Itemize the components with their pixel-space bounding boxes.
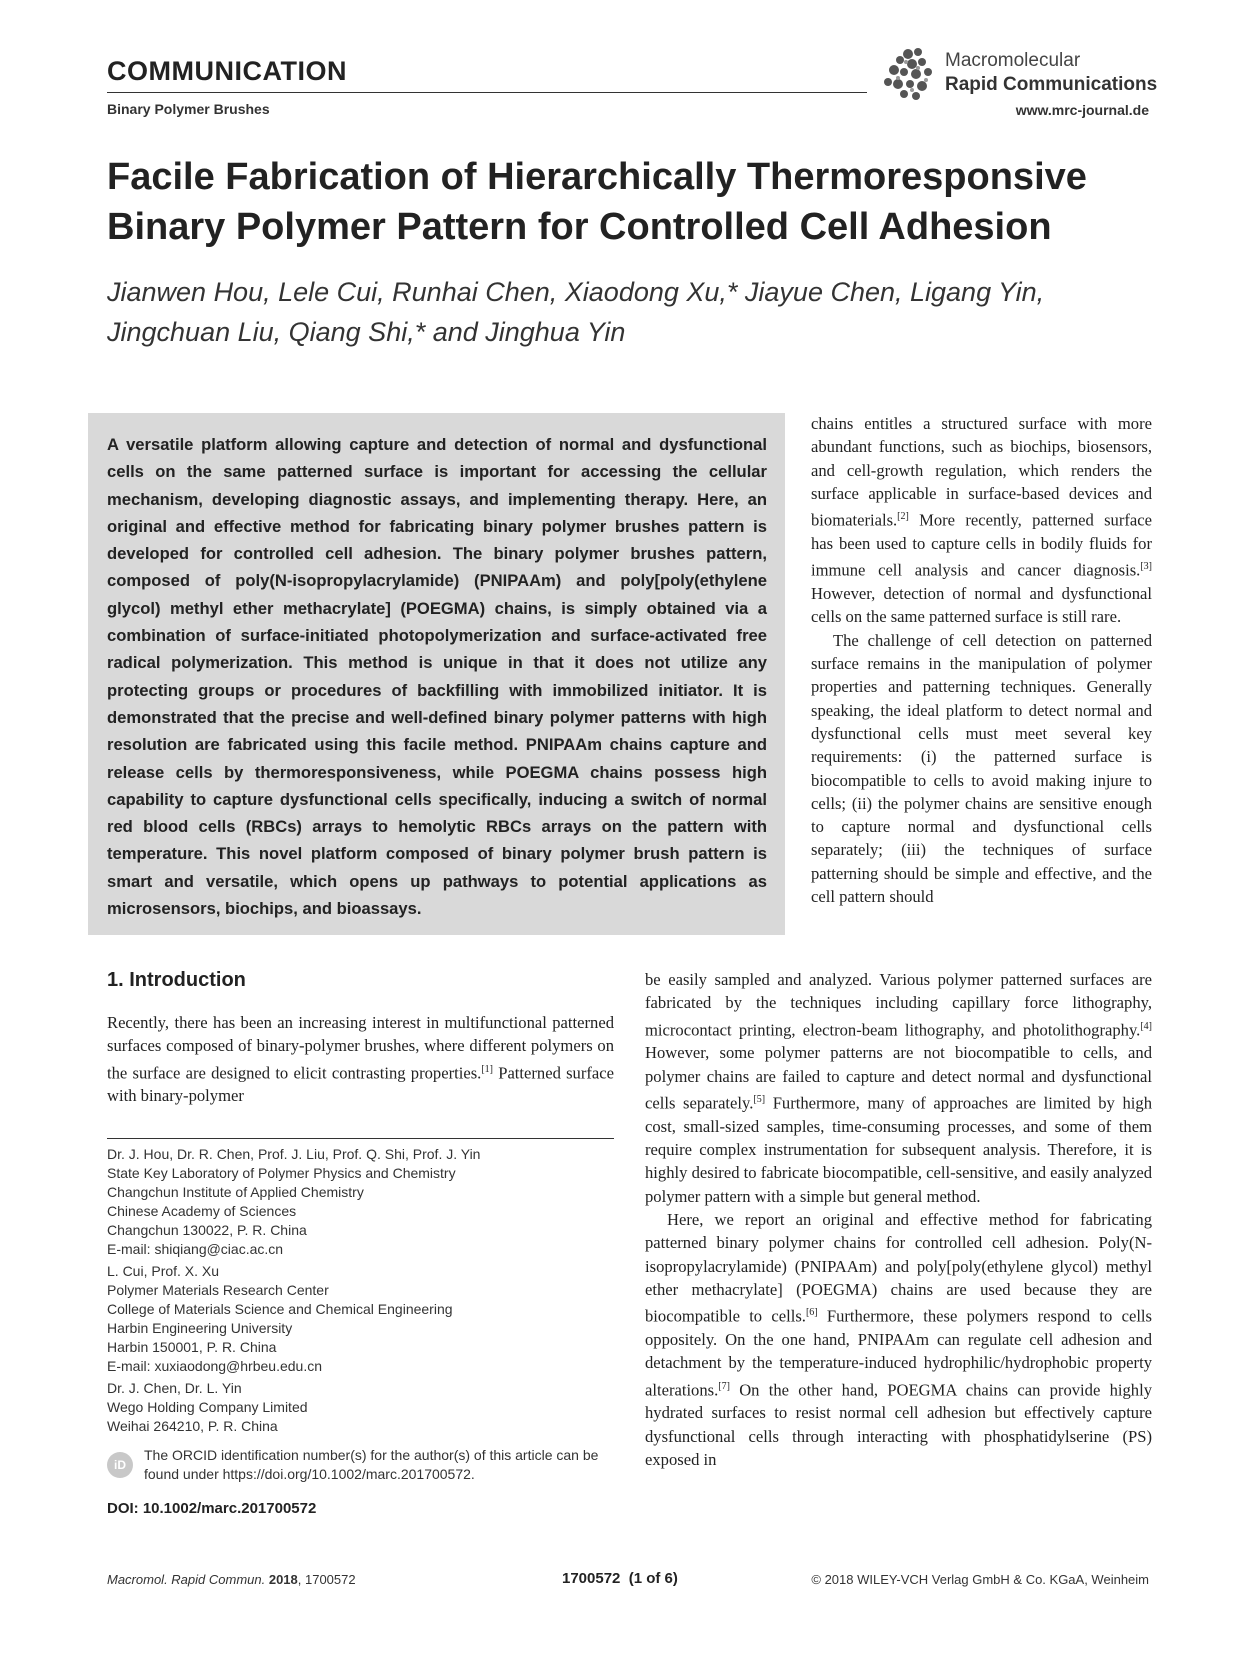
paragraph: chains entitles a structured surface with more abundant functions, such as biochips, biosensors, and cell-growth regulation, which renders the surface applicable in surface-based devices and biomaterials.[2] More recently, patterned surface has been used to capture cells in bodily fluids for immune cell analysis and cancer diagnosis.[3] However, detection of normal and dysfunctional cells on the same patterned surface is still rare. [811, 414, 1152, 627]
journal-logo-icon [878, 42, 942, 104]
journal-name: Macromolecular [945, 50, 1081, 71]
section-heading: 1. Introduction [107, 969, 246, 991]
paragraph: be easily sampled and analyzed. Various polymer patterned surfaces are fabricated by the techniques including capillary force lithography, microcontact printing, electron-beam lithography, and photolithography.[4] However, some polymer patterns are not biocompatible to cells, and polymer chains are failed to capture and detect normal and dysfunctional cells separately.[5] Furthermore, many of approaches are limited by high cost, small-sized samples, time-consuming processes, and some of them require complex instrumentation for subsequent analysis. Therefore, it is highly desired to fabricate biocompatible, cell-sensitive, and easily analyzed polymer pattern with a simple but general method. [645, 970, 1152, 1206]
journal-name-bold: Rapid Communications [945, 74, 1158, 95]
citation-ref[interactable]: [3] [1140, 561, 1152, 573]
footer-citation: Macromol. Rapid Commun. 2018, 1700572 [107, 1572, 356, 1587]
intro-paragraph: Recently, there has been an increasing interest in multifunctional patterned surfaces composed of binary-polymer brushes, where different polymers on the surface are designed to elicit contrasting properties.[1] Patterned surface with binary-polymer [107, 1013, 614, 1106]
footer-copyright: © 2018 WILEY-VCH Verlag GmbH & Co. KGaA, Weinheim [811, 1572, 1149, 1587]
orcid-icon: iD [107, 1452, 133, 1478]
email-link[interactable]: E-mail: shiqiang@ciac.ac.cn [107, 1241, 284, 1257]
subject-label: Binary Polymer Brushes [107, 101, 270, 117]
affiliation-group: Dr. J. Hou, Dr. R. Chen, Prof. J. Liu, Prof. Q. Shi, Prof. J. Yin State Key Laboratory of Polymer Physics and Chemistry Changchun Institute of Applied Chemistry Chinese Academy of Sciences Changchun 130022, P. R. China E-mail: shiqiang@ciac.ac.cn [107, 1145, 614, 1259]
section-label: COMMUNICATION [107, 56, 347, 86]
footnote-divider [107, 1138, 614, 1139]
citation-ref[interactable]: [4] [1140, 1020, 1152, 1032]
abstract-text: A versatile platform allowing capture and detection of normal and dysfunctional cells on the same patterned surface is important for accessing the cellular mechanism, developing diagnostic assays, and implementing therapy. Here, an original and effective method for fabricating binary polymer brushes pattern is developed for controlled cell adhesion. The binary polymer brushes pattern, composed of poly(N-isopropylacrylamide) (PNIPAAm) and poly[poly(ethylene glycol) methyl ether methacrylate] (POEGMA) chains, is simply obtained via a combination of surface-initiated photopolymerization and surface-activated free radical polymerization. This method is unique in that it does not utilize any protecting groups or procedures of backfilling with immobilized initiator. It is demonstrated that the precise and well-defined binary polymer patterns with high resolution are fabricated using this facile method. PNIPAAm chains capture and release cells by thermoresponsiveness, while POEGMA chains possess high capability to capture dysfunctional cells specifically, inducing a switch of normal red blood cells (RBCs) arrays to hemolytic RBCs arrays on the pattern with temperature. This novel platform composed of binary polymer brush pattern is smart and versatile, which opens up pathways to potential applications as microsensors, biochips, and bioassays. [107, 435, 767, 919]
citation-ref[interactable]: [2] [897, 511, 909, 523]
citation-ref[interactable]: [6] [805, 1307, 818, 1319]
citation-ref[interactable]: [7] [718, 1380, 730, 1392]
paragraph: The challenge of cell detection on patterned surface remains in the manipulation of polymer properties and patterning techniques. Generally speaking, the ideal platform to detect normal and dysfunctional cells must meet several key requirements: (i) the patterned surface is biocompatible to cells to avoid making injure to cells; (ii) the polymer chains are sensitive enough to capture normal and dysfunctional cells separately; (iii) the techniques of surface patterning should be simple and effective, and the cell pattern should [811, 630, 1152, 906]
doi-label[interactable]: DOI: 10.1002/marc.201700572 [107, 1500, 317, 1517]
paragraph: Here, we report an original and effective method for fabricating patterned binary polymer chains for controlled cell adhesion. Poly(N-isopropylacrylamide) (PNIPAAm) and poly[poly(ethylene glycol) methyl ether methacrylate] (POEGMA) chains are used because they are biocompatible to cells.[6] Furthermore, these polymers respond to cells oppositely. On the one hand, PNIPAAm can regulate cell adhesion and detachment by the temperature-induced hydrophilic/hydrophobic property alterations.[7] On the other hand, POEGMA chains can provide highly hydrated surfaces to resist normal cell adhesion but effectively capture dysfunctional cells through interacting with phosphatidylserine (PS) exposed in [645, 1210, 1152, 1470]
page-number: 1700572 (1 of 6) [562, 1570, 678, 1587]
header-divider [107, 92, 867, 93]
right-column-top [811, 412, 1152, 908]
affiliation-group: L. Cui, Prof. X. Xu Polymer Materials Research Center College of Materials Science and Chemical Engineering Harbin Engineering University Harbin 150001, P. R. China E-mail: xuxiaodong@hrbeu.edu.cn [107, 1262, 614, 1376]
affiliation-group: Dr. J. Chen, Dr. L. Yin Wego Holding Company Limited Weihai 264210, P. R. China [107, 1380, 308, 1434]
email-link[interactable]: E-mail: xuxiaodong@hrbeu.edu.cn [107, 1358, 323, 1374]
citation-ref[interactable]: [5] [753, 1094, 766, 1106]
orcid-note[interactable]: The ORCID identification number(s) for the author(s) of this article can be found under https://doi.org/10.1002/marc.201700572. [144, 1447, 599, 1482]
journal-url[interactable]: www.mrc-journal.de [1015, 102, 1149, 118]
citation-ref[interactable]: [1] [481, 1063, 493, 1075]
article-authors: Jianwen Hou, Lele Cui, Runhai Chen, Xiaodong Xu,* Jiayue Chen, Ligang Yin, Jingchuan Liu, Qiang Shi,* and Jinghua Yin [107, 277, 1045, 347]
article-title: Facile Fabrication of Hierarchically Thermoresponsive Binary Polymer Pattern for Controlled Cell Adhesion [107, 156, 1087, 248]
affiliations [107, 1145, 614, 1439]
right-column-bottom [645, 968, 1152, 1471]
